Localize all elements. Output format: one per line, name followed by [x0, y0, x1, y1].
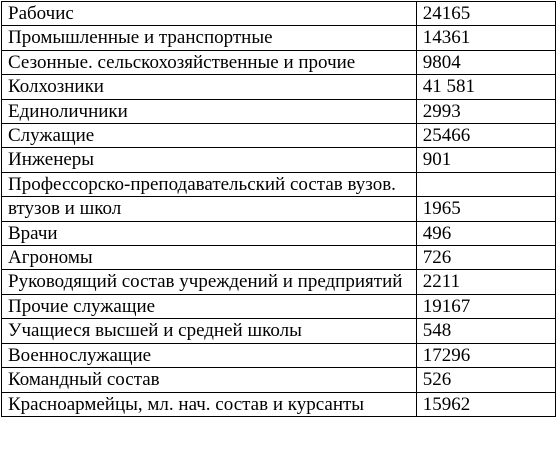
- row-value: 15962: [416, 392, 555, 416]
- row-value: 726: [416, 246, 555, 270]
- row-label: Колхозники: [2, 75, 417, 99]
- row-label: Промышленные и транспортные: [2, 26, 417, 50]
- row-label: Инженеры: [2, 148, 417, 172]
- table-row: [2, 246, 556, 270]
- row-value: 496: [416, 221, 555, 245]
- table-row: [2, 99, 556, 123]
- table-row: [2, 75, 556, 99]
- data-table: [1, 1, 556, 417]
- row-label: Военнослужащие: [2, 343, 417, 367]
- table-row: [2, 2, 556, 26]
- row-label: Врачи: [2, 221, 417, 245]
- row-value: 17296: [416, 343, 555, 367]
- row-value: 526: [416, 368, 555, 392]
- row-value: 14361: [416, 26, 555, 50]
- row-value: 19167: [416, 294, 555, 318]
- table-row: [2, 221, 556, 245]
- table-row: [2, 50, 556, 74]
- table-row: [2, 368, 556, 392]
- table-row: [2, 26, 556, 50]
- table-row: [2, 294, 556, 318]
- row-value: 1965: [416, 197, 555, 221]
- row-value: 2211: [416, 270, 555, 294]
- table-row: [2, 392, 556, 416]
- row-label: Агрономы: [2, 246, 417, 270]
- row-value: 2993: [416, 99, 555, 123]
- table-body: [2, 2, 556, 417]
- row-value: [416, 172, 555, 196]
- row-label: Единоличники: [2, 99, 417, 123]
- row-label: Руководящий состав учреждений и предприятий: [2, 270, 417, 294]
- row-value: 41 581: [416, 75, 555, 99]
- row-value: 901: [416, 148, 555, 172]
- row-label: Служащие: [2, 124, 417, 148]
- row-label: Прочие служащие: [2, 294, 417, 318]
- table-row: [2, 319, 556, 343]
- row-label: Рабочис: [2, 2, 417, 26]
- table-row: [2, 343, 556, 367]
- row-label: Профессорско-преподавательский состав вузов.: [2, 172, 417, 196]
- row-label: Сезонные. сельскохозяйственные и прочие: [2, 50, 417, 74]
- row-value: 25466: [416, 124, 555, 148]
- row-label: втузов и школ: [2, 197, 417, 221]
- row-label: Учащиеся высшей и средней школы: [2, 319, 417, 343]
- table-row: [2, 148, 556, 172]
- table-row: [2, 270, 556, 294]
- row-value: 24165: [416, 2, 555, 26]
- row-label: Командный состав: [2, 368, 417, 392]
- table-row: [2, 124, 556, 148]
- row-value: 548: [416, 319, 555, 343]
- table-row: [2, 172, 556, 196]
- table-row: [2, 197, 556, 221]
- row-value: 9804: [416, 50, 555, 74]
- row-label: Красноармейцы, мл. нач. состав и курсанты: [2, 392, 417, 416]
